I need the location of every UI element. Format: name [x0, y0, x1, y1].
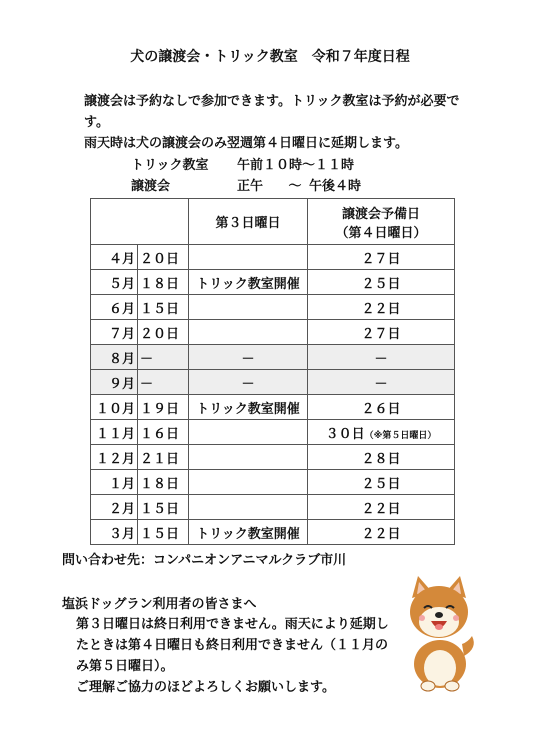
- hours-sep: ～: [288, 179, 302, 194]
- reserve-date: ２２日: [361, 526, 401, 542]
- cell-day: １５日: [138, 520, 189, 545]
- cell-day: １９日: [138, 395, 189, 420]
- intro-text: [84, 91, 484, 154]
- intro-line-reservation: 譲渡会は予約なしで参加できます。トリック教室は予約が必要です。: [84, 94, 460, 130]
- cell-month: １１月: [91, 420, 138, 445]
- dogrun-notice: [76, 614, 396, 698]
- header-reserve-line2: （第４日曜日）: [335, 225, 427, 241]
- cell-reserve: [308, 270, 455, 295]
- hours-row-trick: [131, 155, 361, 176]
- header-blank: [91, 199, 189, 245]
- cell-month: １月: [91, 470, 138, 495]
- table-row: [91, 370, 455, 395]
- cell-event: トリック教室開催: [189, 395, 308, 420]
- cell-day: －: [138, 370, 189, 395]
- cell-reserve: [308, 245, 455, 270]
- cell-day: １５日: [138, 295, 189, 320]
- header-reserve-line1: 譲渡会予備日: [341, 206, 420, 222]
- hours-label: トリック教室: [131, 158, 209, 173]
- cell-reserve: [308, 395, 455, 420]
- dogrun-line-thanks: ご理解ご協力のほどよろしくお願いします。: [76, 680, 335, 695]
- table-body: [91, 245, 455, 545]
- reserve-date: ２６日: [361, 401, 401, 417]
- table-row: [91, 520, 455, 545]
- table-row: [91, 495, 455, 520]
- cell-event: －: [189, 370, 308, 395]
- cell-month: １０月: [91, 395, 138, 420]
- cell-month: ４月: [91, 245, 138, 270]
- table-row: [91, 445, 455, 470]
- cell-event: [189, 495, 308, 520]
- cell-month: ６月: [91, 295, 138, 320]
- cell-day: ２０日: [138, 245, 189, 270]
- table-row: [91, 295, 455, 320]
- table-row: [91, 395, 455, 420]
- reserve-date: ２２日: [361, 301, 401, 317]
- intro-line-rain: 雨天時は犬の譲渡会のみ翌週第４日曜日に延期します。: [84, 136, 408, 151]
- reserve-date: ２８日: [361, 451, 401, 467]
- table-row: [91, 470, 455, 495]
- cell-month: ８月: [91, 345, 138, 370]
- hours-label: 譲渡会: [131, 179, 171, 194]
- table-row: [91, 420, 455, 445]
- cell-reserve: [308, 495, 455, 520]
- table-row: [91, 245, 455, 270]
- cell-reserve: [308, 470, 455, 495]
- table-row: [91, 345, 455, 370]
- cell-reserve: [308, 295, 455, 320]
- reserve-date: ３０日: [325, 426, 365, 442]
- cell-day: １８日: [138, 270, 189, 295]
- cell-reserve: [308, 320, 455, 345]
- cell-event: [189, 320, 308, 345]
- reserve-date: －: [374, 351, 388, 367]
- dogrun-line-closure: 第３日曜日は終日利用できません。雨天により延期したときは第４日曜日も終日利用できません（１１月のみ第５日曜日）。: [76, 617, 389, 674]
- table-header-row: [91, 199, 455, 245]
- reserve-date: ２２日: [361, 501, 401, 517]
- cell-month: １２月: [91, 445, 138, 470]
- cell-reserve: [308, 345, 455, 370]
- cell-event: [189, 245, 308, 270]
- dogrun-heading: 塩浜ドッグラン利用者の皆さまへ: [62, 597, 257, 612]
- cell-event: －: [189, 345, 308, 370]
- cell-day: ２１日: [138, 445, 189, 470]
- cell-day: －: [138, 345, 189, 370]
- cell-event: [189, 295, 308, 320]
- table-row: [91, 270, 455, 295]
- cell-reserve: [308, 370, 455, 395]
- page-title: 犬の譲渡会・トリック教室 令和７年度日程: [130, 49, 410, 65]
- cell-day: １８日: [138, 470, 189, 495]
- hours-to: １１時: [315, 158, 355, 173]
- reserve-date: ２５日: [361, 276, 401, 292]
- cell-event: [189, 470, 308, 495]
- reserve-date: －: [374, 376, 388, 392]
- contact-info: 問い合わせ先：コンパニオンアニマルクラブ市川: [62, 553, 347, 568]
- cell-day: ２０日: [138, 320, 189, 345]
- reserve-date: ２７日: [361, 326, 401, 342]
- cell-event: トリック教室開催: [189, 270, 308, 295]
- cell-event: [189, 420, 308, 445]
- table-row: [91, 320, 455, 345]
- header-third-sunday: 第３日曜日: [189, 199, 308, 245]
- hours-from: 午前１０時: [237, 158, 303, 173]
- hours-sep: ～: [302, 158, 316, 173]
- hours-row-adoption: [131, 176, 361, 197]
- header-reserve: [308, 199, 455, 245]
- cell-month: ７月: [91, 320, 138, 345]
- cell-reserve: [308, 520, 455, 545]
- cell-reserve: [308, 445, 455, 470]
- shiba-dog-icon: [398, 572, 480, 692]
- cell-month: ５月: [91, 270, 138, 295]
- cell-month: ９月: [91, 370, 138, 395]
- cell-month: ２月: [91, 495, 138, 520]
- schedule-table: [90, 198, 455, 545]
- hours-to: 午後４時: [309, 179, 362, 194]
- cell-event: [189, 445, 308, 470]
- hours-from: 正午: [237, 179, 264, 194]
- cell-event: トリック教室開催: [189, 520, 308, 545]
- cell-reserve: [308, 420, 455, 445]
- reserve-date: ２７日: [361, 251, 401, 267]
- reserve-note: （※第５日曜日）: [364, 430, 437, 441]
- cell-day: １６日: [138, 420, 189, 445]
- hours-block: [131, 155, 361, 197]
- cell-month: ３月: [91, 520, 138, 545]
- reserve-date: ２５日: [361, 476, 401, 492]
- cell-day: １５日: [138, 495, 189, 520]
